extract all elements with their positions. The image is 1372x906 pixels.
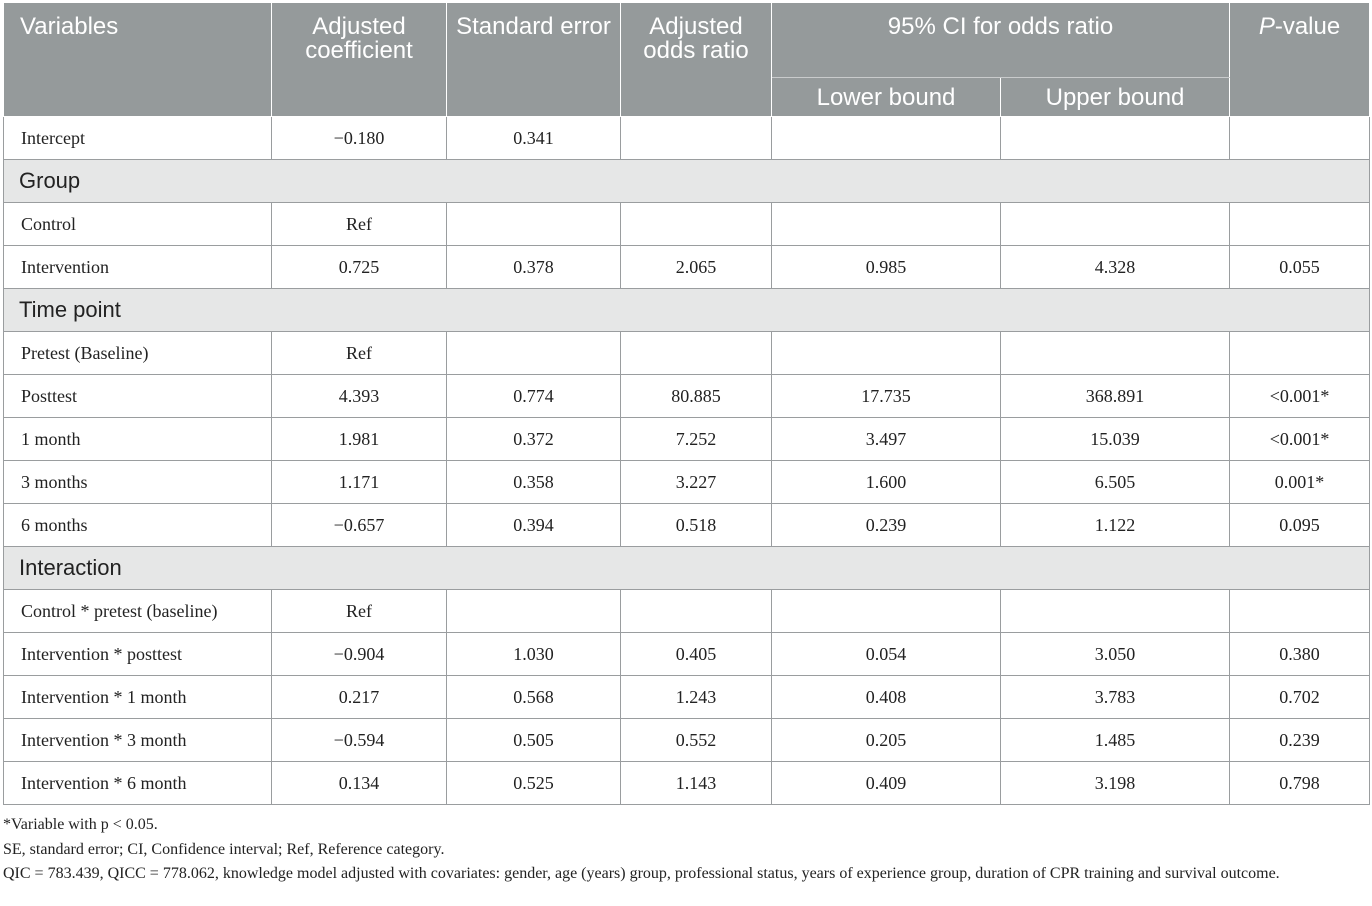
cell-p-value: 0.001* [1230,461,1370,504]
section-row [4,289,1370,332]
cell-coefficient: Ref [272,203,447,246]
cell-odds-ratio [621,203,772,246]
cell-upper-bound [1001,203,1230,246]
cell-p-value [1230,117,1370,160]
cell-upper-bound: 3.050 [1001,633,1230,676]
header-p-rest: -value [1274,13,1341,40]
section-row [4,160,1370,203]
cell-lower-bound [772,203,1001,246]
header-lower-bound: Lower bound [772,77,1001,116]
cell-p-value [1230,332,1370,375]
cell-label: 1 month [4,418,272,461]
cell-label: Intercept [4,117,272,160]
header-standard-error: Standard error [447,3,621,117]
cell-lower-bound [772,590,1001,633]
cell-p-value: <0.001* [1230,375,1370,418]
cell-coefficient: 1.981 [272,418,447,461]
cell-standard-error: 0.525 [447,762,621,805]
cell-lower-bound: 1.600 [772,461,1001,504]
cell-label: Intervention * 3 month [4,719,272,762]
table-row [4,504,1370,547]
cell-lower-bound [772,117,1001,160]
cell-standard-error: 0.568 [447,676,621,719]
cell-coefficient: Ref [272,590,447,633]
cell-coefficient: −0.180 [272,117,447,160]
cell-coefficient: −0.657 [272,504,447,547]
table-header [4,3,1370,117]
table-row [4,203,1370,246]
cell-standard-error: 0.505 [447,719,621,762]
cell-p-value: 0.095 [1230,504,1370,547]
cell-label: Control [4,203,272,246]
cell-lower-bound: 0.205 [772,719,1001,762]
section-label: Time point [4,289,1370,332]
cell-standard-error [447,332,621,375]
footnote-significance: *Variable with p < 0.05. [3,816,158,833]
cell-label: Intervention [4,246,272,289]
cell-odds-ratio: 0.405 [621,633,772,676]
cell-odds-ratio [621,590,772,633]
cell-p-value: 0.239 [1230,719,1370,762]
cell-odds-ratio: 1.143 [621,762,772,805]
cell-p-value: 0.055 [1230,246,1370,289]
table-row [4,676,1370,719]
cell-coefficient: 1.171 [272,461,447,504]
table-row [4,246,1370,289]
cell-lower-bound: 3.497 [772,418,1001,461]
cell-upper-bound: 1.485 [1001,719,1230,762]
cell-odds-ratio [621,117,772,160]
cell-coefficient: 0.725 [272,246,447,289]
cell-coefficient: Ref [272,332,447,375]
cell-p-value [1230,203,1370,246]
cell-upper-bound: 6.505 [1001,461,1230,504]
cell-label: Control * pretest (baseline) [4,590,272,633]
cell-standard-error: 0.394 [447,504,621,547]
cell-standard-error [447,590,621,633]
header-adjusted-odds-ratio: Adjusted odds ratio [621,3,772,117]
section-label: Group [4,160,1370,203]
table-row [4,590,1370,633]
cell-standard-error: 0.378 [447,246,621,289]
cell-odds-ratio: 7.252 [621,418,772,461]
cell-p-value: <0.001* [1230,418,1370,461]
table-row [4,461,1370,504]
table-row [4,375,1370,418]
footnote-model: QIC = 783.439, QICC = 778.062, knowledge model adjusted with covariates: gender, age (years) group, professional status, years of experience group, duration of CPR training and survival outcome. [3,865,1280,882]
cell-lower-bound: 0.239 [772,504,1001,547]
cell-odds-ratio: 1.243 [621,676,772,719]
table-row [4,719,1370,762]
cell-odds-ratio: 0.552 [621,719,772,762]
cell-standard-error: 0.358 [447,461,621,504]
cell-label: Intervention * posttest [4,633,272,676]
cell-odds-ratio: 2.065 [621,246,772,289]
results-table-container [3,2,1369,887]
cell-odds-ratio [621,332,772,375]
cell-p-value: 0.798 [1230,762,1370,805]
section-row [4,547,1370,590]
header-confidence-interval: 95% CI for odds ratio [772,3,1230,78]
table-body [4,117,1370,805]
cell-lower-bound: 17.735 [772,375,1001,418]
header-upper-bound: Upper bound [1001,77,1230,116]
table-row [4,762,1370,805]
cell-upper-bound: 15.039 [1001,418,1230,461]
cell-standard-error: 0.774 [447,375,621,418]
cell-upper-bound [1001,332,1230,375]
cell-label: Intervention * 1 month [4,676,272,719]
cell-standard-error: 0.341 [447,117,621,160]
cell-label: Intervention * 6 month [4,762,272,805]
cell-label: 3 months [4,461,272,504]
cell-standard-error [447,203,621,246]
cell-standard-error: 1.030 [447,633,621,676]
regression-table [3,2,1370,805]
cell-lower-bound [772,332,1001,375]
cell-upper-bound [1001,117,1230,160]
cell-standard-error: 0.372 [447,418,621,461]
table-row [4,418,1370,461]
cell-lower-bound: 0.408 [772,676,1001,719]
cell-lower-bound: 0.409 [772,762,1001,805]
cell-p-value: 0.702 [1230,676,1370,719]
section-label: Interaction [4,547,1370,590]
cell-coefficient: −0.594 [272,719,447,762]
cell-upper-bound: 1.122 [1001,504,1230,547]
header-variables: Variables [4,3,272,117]
cell-odds-ratio: 3.227 [621,461,772,504]
cell-p-value: 0.380 [1230,633,1370,676]
cell-coefficient: 0.217 [272,676,447,719]
cell-upper-bound: 368.891 [1001,375,1230,418]
cell-odds-ratio: 80.885 [621,375,772,418]
cell-label: Posttest [4,375,272,418]
cell-label: 6 months [4,504,272,547]
table-row [4,633,1370,676]
header-p-italic: P [1258,13,1275,40]
cell-coefficient: 4.393 [272,375,447,418]
cell-upper-bound [1001,590,1230,633]
cell-upper-bound: 3.783 [1001,676,1230,719]
cell-odds-ratio: 0.518 [621,504,772,547]
header-adjusted-coefficient: Adjusted coefficient [272,3,447,117]
table-footnotes [3,813,1369,887]
table-row [4,117,1370,160]
header-p-value [1230,3,1370,117]
cell-upper-bound: 4.328 [1001,246,1230,289]
cell-lower-bound: 0.054 [772,633,1001,676]
cell-p-value [1230,590,1370,633]
table-row [4,332,1370,375]
cell-coefficient: 0.134 [272,762,447,805]
cell-coefficient: −0.904 [272,633,447,676]
cell-label: Pretest (Baseline) [4,332,272,375]
cell-lower-bound: 0.985 [772,246,1001,289]
cell-upper-bound: 3.198 [1001,762,1230,805]
footnote-abbreviations: SE, standard error; CI, Confidence interval; Ref, Reference category. [3,840,445,858]
